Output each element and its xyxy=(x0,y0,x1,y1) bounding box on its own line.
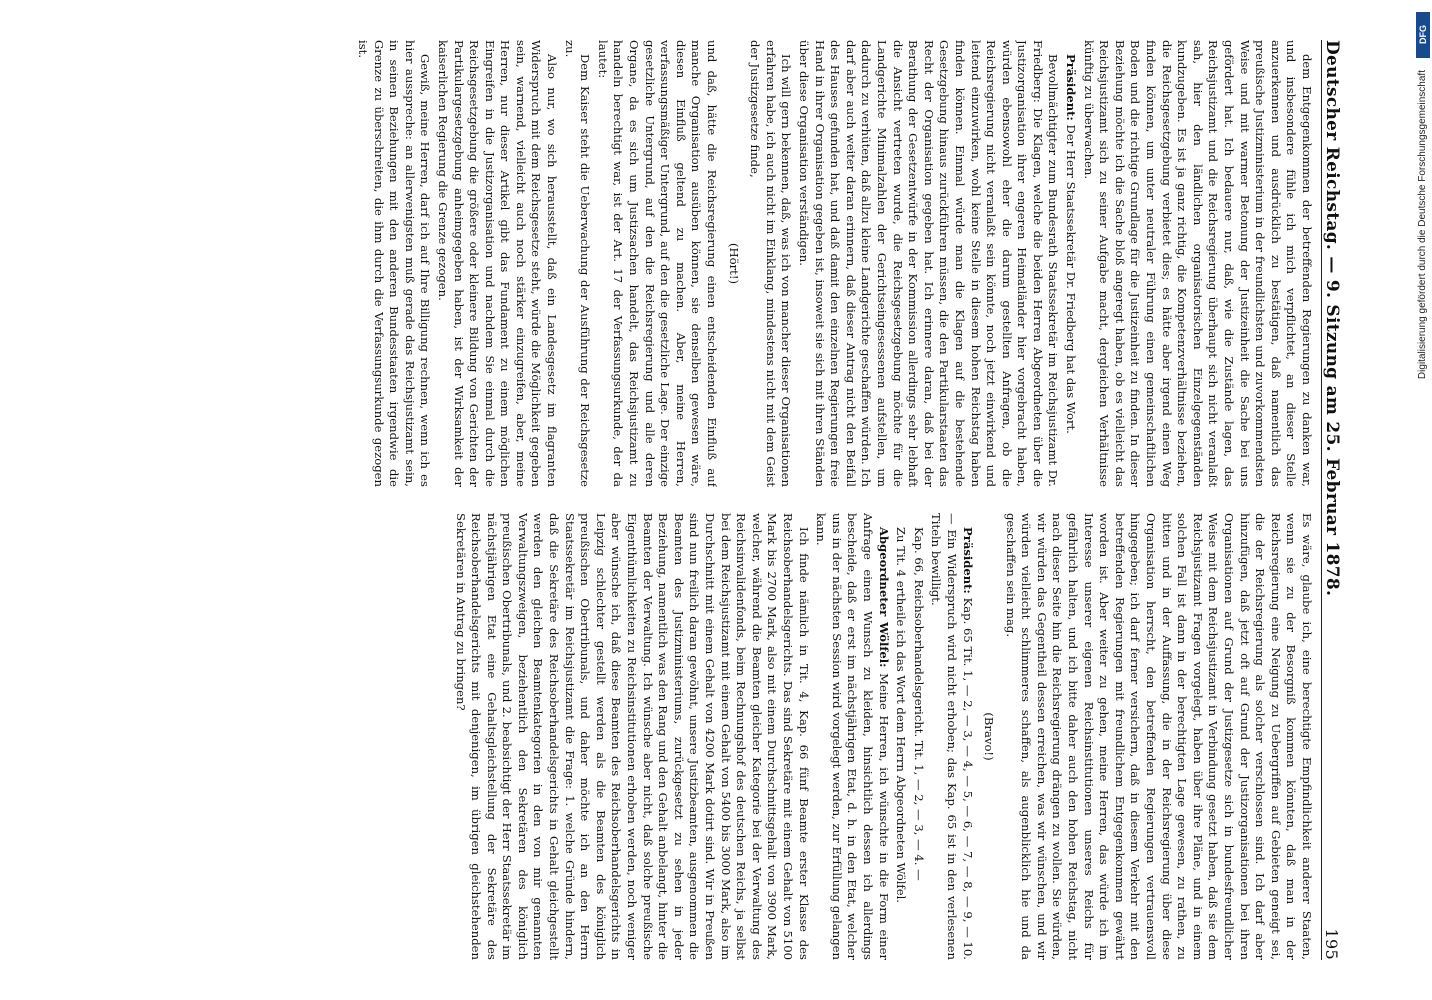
paragraph xyxy=(354,40,432,487)
paragraph xyxy=(893,513,909,960)
paragraph-text: Es wäre, glaube ich, eine berechtigte Empfindlichkeit anderer Staaten, wenn sie zu der Besorgniß kommen könnten, daß man in der Reichsregierung eine Neigung zu Uebergriffen auf Gebieten geneigt sei, die der Reichsregierung als solcher verschlossen sind. Ich darf aber hinzufügen, daß jetzt oft auf Grund der Justizorganisationen bei ihren Organisationen auf Grund der Justizgesetze sich in bundesfreundlicher Weise mit dem Reichsjustizamt in Verbindung gesetzt haben, daß sie dem Reichsjustizamt Fragen vorgelegt, haben über ihre Pläne, und in einem solchen Fall ist dann in der berechtigten Lage gewesen, zu rathen, zu bitten und in der Auffassung, die in der Reichsregierung über diese Organisation herrscht, den betreffenden Regierungen vertrauensvoll hingegeben; ich darf ferner versichern, daß in diesem Verkehr mit den betreffenden Regierungen mit freundlichem Entgegenkommen gewährt worden ist. Aber weiter zu gehen, meine Herren, das würde ich im Interesse unserer eigenen Reichsinstitutionen unseres Reichs für gefährlich halten, und ich bitte daher auch den hohen Reichstag, nicht nach dieser Seite hin die Reichsregierung drängen zu wollen. Sie würden, wir würden das Gegentheil dessen erreichen, was wir wünschen, und wir würden vielleicht schlimmeres schaffen, als augenblicklich hie und da geschaffen sein mag. xyxy=(1003,513,1314,960)
page-header xyxy=(1321,40,1352,960)
paragraph-text: Gewiß, meine Herren, darf ich auf Ihre Billigung rechnen, wenn ich es hier ausspreche: an allerwenigsten muß gerade das Reichsjustizamt sein, in seinen Beziehungen mit den anderen Bundesstaaten irgendwie die Grenze zu überschreiten, die ihm durch die Verfassungsurkunde gezogen ist. xyxy=(355,40,433,487)
speaker-label: Präsident: xyxy=(1064,54,1079,121)
paragraph-text: Meine Herren, ich wünschte in die Form einer Anfrage einen Wunsch zu kleiden, hinsichtlich dessen ich allerdings bescheide, daß er erst im nächstjährigen Etat, d. h. in den Etat, welcher uns in der nächsten Session wird vorgelegt werden, zur Erfüllung gelangen kann. xyxy=(814,513,891,960)
paragraph-text: Kap. 66, Reichsoberhandelsgericht. Tit. 1, — 2, — 3, — 4. — xyxy=(911,527,926,881)
paragraph-text: Der Herr Staatssekretär Dr. Friedberg hat das Wort. xyxy=(1064,120,1079,434)
paragraph xyxy=(747,40,794,487)
paragraph-text: Dem Kaiser steht die Ueberwachung der Ausführung der Reichsgesetze zu. xyxy=(562,40,593,487)
paragraph xyxy=(434,40,559,487)
paragraph xyxy=(561,40,592,487)
paragraph xyxy=(1080,40,1314,487)
page-number: 195 xyxy=(1322,928,1341,960)
paragraph-text: Kap. 65 Tit. 1, — 2, — 3, — 4, — 5, — 6, — 7, — 8, — 9, — 10. — Ein Widerspruch wird nicht erhoben; das Kap. 65 ist in den verlesenen Titeln bewilligt. xyxy=(929,513,975,960)
paragraph-text: Ich will gern bekennen, daß, was ich von mancher dieser Organisationen erfahren habe, ich auch nicht im Einklang, mindestens nicht mit dem Geist der Justizgesetze finde, xyxy=(748,40,794,487)
dfg-logo: DFG xyxy=(1416,12,1430,58)
paragraph-text: Bevollmächtigter zum Bundesrath Staatssekretär im Reichsjustizamt Dr. Friedberg: Die Klagen, welche die beiden Herren Abgeordneten über die Justizorganisation ihrer engeren Heimatländer hier vorgebracht haben, würden ebensowohl eher die darum gestellten Anfragen, ob die Reichsregierung nicht veranlaßt sein könnte, noch jetzt einwirkend und leitend einzuwirken, wohl keine Stelle in diesem hohen Reichstag haben finden können. Einmal würde man die Klagen auf die bestehende Gesetzgebung hinaus zurückführen müssen, die den Partikularstaaten das Recht der Organisation gegeben hat. Ich erinnere daran, daß bei der Berathung der Gesetzentwürfe in der Kommission allerdings sehr lebhaft die Ansicht vertreten wurde, die Reichsgesetzgebung möchte für die Landgerichte Minimalzahlen der Gerichtseingesessenen aufstellen, um dadurch zu verhüten, daß allzu kleine Landgerichte geschaffen würden. Ich darf aber auch weiter daran erinnern, daß dieser Antrag nicht den Beifall des Hauses gefunden hat, und daß damit den einzelnen Regierungen freie Hand in ihrer Organisation gegeben ist, insoweit sie sich mit ihren Ständen über diese Organisation verständigen. xyxy=(797,40,1061,487)
paragraph xyxy=(928,513,975,960)
paragraph xyxy=(981,513,997,960)
paragraph xyxy=(725,40,741,487)
paragraph-text: Also nur, wo sich herausstellt, daß ein Landesgesetz im flagranten Widerspruch mit dem Reichsgesetze steht, würde die Möglichkeit gegeben sein, warnend, vielleicht auch noch stärker einzugreifen, aber, meine Herren, nur dieser Artikel gibt das Fundament zu einem möglichen Eingreifen in die Justizorganisation und nachdem Sie einmal durch die Reichsgesetzgebung die größere oder kleinere Bildung von Gerichten der Partikulargesetzgebung anheimgegeben haben, ist der Wirksamkeit der kaiserlichen Regierung die Grenze gezogen. xyxy=(435,40,560,487)
paragraph-text: (Bravo!) xyxy=(982,712,997,761)
paragraph xyxy=(594,40,719,487)
paragraph xyxy=(1063,40,1079,487)
paragraph-text: und daß, hätte die Reichsregierung einen entscheidenden Einfluß auf manche Organisation ausüben können, sie denselben gewesen wäre, diesen Einfluß geltend zu machen. Aber, meine Herren, verfassungsmäßiger Untergrund, auf den die gesetzliche Lage. Der einzige gesetzliche Untergrund, auf den die Reichsregierung und alle deren Organe, da es sich um Justizsachen handelt, das Reichsjustizamt zu handeln berechtigt war, ist der Art. 17 der Verfassungsurkunde, der da lautet: xyxy=(595,40,720,487)
paragraph xyxy=(1002,513,1314,960)
paragraph xyxy=(910,513,926,960)
paragraph-text: (Hört!) xyxy=(726,243,741,284)
paragraph xyxy=(452,513,811,960)
speaker-label: Präsident: xyxy=(960,527,975,594)
right-column xyxy=(24,513,1314,960)
paragraph-text: Ich finde nämlich in Tit. 4, Kap. 66 fünf Beamte erster Klasse des Reichsoberhandelsgerichts. Das sind Sekretäre mit einem Gehalt von 5100 Mark bis 2700 Mark, also mit einem Durchschnittsgehalt von 3900 Mark, welcher, während die Beamten gleicher Kategorie bei der Verwaltung des Reichsinvalidenfonds, beim Rechnungshof des deutschen Reichs, ja selbst bei dem Reichsjustizamt mit einem Gehalt von 5400 bis 3000 Mark, also im Durchschnitt mit einem Gehalt von 4200 Mark dotirt sind. Wir in Preußen sind nun freilich daran gewöhnt, unsere Justizbeamten, ausgenommen die Beamten des Justizministeriums, zurückgesetzt zu sehen in jeder Beziehung, namentlich was den Rang und den Gehalt anbelangt, hinter die Beamten der Verwaltung. Ich wünsche aber nicht, daß solche preußische Eigenthümlichkeiten zu Reichsinstitutionen erhoben werden, noch weniger aber wünsche ich, daß diese Beamten des Reichsoberhandelsgerichts in Leipzig schlechter gestellt werden als die Beamten des königlich preußischen Obertribunals, und daher möchte ich an den Herrn Staatssekretär im Reichsjustizamt die Frage: 1. welche Gründe hindern, daß die Sekretäre des Reichsoberhandelsgerichts in Gehalt gleichgestellt werden den gleichen Beamtenkategorien in den von mir genannten Verwaltungszweigen, beziehentlich den Sekretären des königlich preußischen Obertribunals, und 2. beabsichtigt der Herr Staatssekretär im nächstjährigen Etat eine Gehaltsgleichstellung der Sekretäre des Reichsoberhandelsgerichts mit denjenigen, im übrigen gleichstehenden Sekretären in Antrag zu bringen? xyxy=(453,513,811,960)
text-columns xyxy=(24,40,1314,960)
speaker-label: Abgeordneter Wölfel: xyxy=(876,527,891,668)
running-title: Deutscher Reichstag. — 9. Sitzung am 25. Februar 1878. xyxy=(1322,40,1342,597)
digitization-note: Digitalisierung gefördert durch die Deutsche Forschungsgemeinschaft xyxy=(1417,70,1428,380)
paragraph-text: Zu Tit. 4 ertheile ich das Wort dem Herrn Abgeordneten Wölfel. xyxy=(894,527,909,903)
paragraph-text: dem Entgegenkommen der betreffenden Regierungen zu danken war, und insbesondere fühle ich mich verpflichtet, an dieser Stelle anzuerkennen und ausdrücklich zu bestätigen, daß namentlich das preußische Justizministerium in der freundlichsten und zuvorkommendsten Weise und mit warmer Betonung der Justizeinheit die Sache bei uns gefördert hat. Ich bedauere nur, daß, wie die Zustände lagen, das Reichsjustizamt und die Reichsregierung überhaupt sich nicht veranlaßt sah, hier den ländlichen organisatorischen Einzelgegenständen kundzugeben. Es ist ja ganz richtig, die Kompetenzverhältnisse beziehen, die Reichsgesetzgebung verbietet dies; es hätte aber irgend einen Weg finden können, um unter neutraler Führung einen gemeinschaftlichen Boden und die richtige Grundlage für die Justizeinheit zu finden. In dieser Beziehung möchte ich die Sache bloß angeregt haben, ob es vielleicht das Reichsjustizamt sich zu seiner Aufgabe macht, dergleichen Verhältnisse künftig zu überwachen. xyxy=(1081,40,1314,487)
paragraph xyxy=(813,513,891,960)
paragraph xyxy=(795,40,1060,487)
left-column xyxy=(24,40,1314,487)
